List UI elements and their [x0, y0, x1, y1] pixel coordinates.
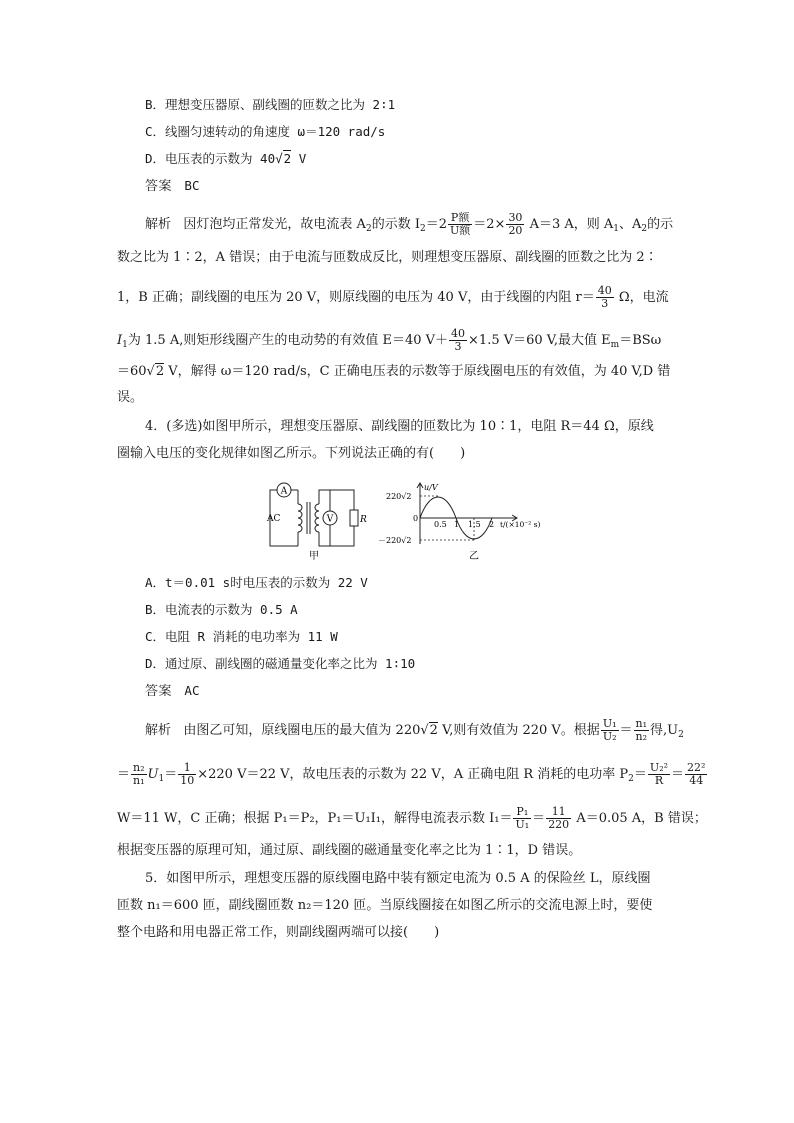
q3-analysis-line-4: [117, 328, 661, 354]
q3-option-c: C．线圈匀速转动的角速度 ω＝120 rad/s: [145, 124, 386, 139]
q3-answer: [145, 177, 199, 196]
text-run: ＝BSω: [619, 333, 662, 348]
fraction-numerator: 22²: [687, 761, 706, 774]
q4-option-a: A．t＝0.01 s时电压表的示数为 22 V: [145, 575, 368, 590]
fraction: [131, 762, 147, 787]
q3-option-d-text: D．电压表的示数为 40: [145, 151, 276, 166]
fraction: [634, 718, 650, 743]
q4-analysis-line-3: [117, 806, 707, 831]
fraction-numerator: 11: [546, 806, 571, 819]
figure-caption-yi: 乙: [469, 551, 479, 562]
fraction: [648, 762, 670, 787]
q3-option-d-sqrt: 2: [283, 151, 292, 166]
fraction-numerator: U₁: [602, 717, 617, 730]
fraction: [448, 212, 472, 237]
fraction-denominator: 10: [180, 774, 195, 787]
q4-stem-line-1: 4．(多选)如图甲所示，理想变压器原、副线圈的匝数比为 10∶1，电阻 R＝44 Ω，原线: [145, 419, 654, 434]
text-run: ＝: [532, 811, 546, 826]
fraction-numerator: P额: [448, 212, 472, 225]
analysis-label: 解析: [145, 217, 172, 232]
ac-source-label: AC: [267, 514, 281, 524]
figure-caption-jia: 甲: [309, 551, 319, 562]
subscript: 1: [122, 340, 128, 350]
q3-option-b: B．理想变压器原、副线圈的匝数之比为 2∶1: [145, 97, 396, 112]
fraction-denominator: 3: [454, 340, 462, 353]
text-run: 的示数 I: [371, 217, 420, 232]
subscript: 2: [365, 224, 372, 234]
y-axis-label: u/V: [424, 483, 438, 492]
fraction-denominator: U额: [449, 224, 471, 237]
answer-label: 答案: [145, 179, 173, 194]
fraction-denominator: 220: [548, 818, 570, 831]
q3-analysis-line-5: ＝60√2 V，解得 ω＝120 rad/s，C 正确电压表的示数等于原线圈电压的有效值，为 40 V,D 错: [117, 364, 671, 379]
figure-yi-voltage-graph: [376, 478, 566, 566]
fraction-denominator: 3: [601, 297, 609, 310]
text-run: 、A: [619, 217, 642, 232]
x-axis-label: t/(×10⁻² s): [500, 520, 541, 529]
x-tick-label: 0.5: [434, 520, 447, 529]
fraction: [449, 328, 467, 353]
q3-analysis-line-3: [117, 285, 669, 310]
fraction-denominator: n₁: [133, 774, 145, 787]
answer-label: 答案: [145, 684, 173, 699]
text-run: ＝: [619, 723, 633, 738]
q3-option-d: D．电压表的示数为 40√2 V: [145, 151, 307, 166]
text-run: 因灯泡均正常发光，故电流表 A: [183, 217, 366, 232]
q5-stem-line-3: 整个电路和用电器正常工作，则副线圈两端可以接( ): [117, 925, 440, 940]
text-run: 1，B 正确；副线圈的电压为 20 V，则原线圈的电压为 40 V，由于线圈的内阻 r＝: [117, 290, 595, 305]
text-run: V,则有效值为 220 V。根据: [437, 723, 600, 738]
figure-jia-circuit: [262, 478, 372, 562]
fraction: [546, 806, 571, 831]
x-tick-label: 2: [489, 520, 495, 529]
ammeter-label: A: [280, 486, 288, 497]
q3-analysis-line-6: 误。: [117, 390, 144, 405]
text-run: 由图乙可知，原线圈电压的最大值为 220: [183, 723, 421, 738]
fraction-denominator: R: [654, 774, 664, 787]
text-run: W＝11 W，C 正确；根据 P₁＝P₂，P₁＝U₁I₁，解得电流表示数 I₁＝: [117, 811, 513, 826]
text-run: ＝: [671, 767, 685, 782]
subscript: m: [610, 340, 620, 350]
q4-option-c: C．电阻 R 消耗的电功率为 11 W: [145, 629, 338, 644]
fraction-numerator: 40: [597, 284, 612, 297]
text-run: A＝0.05 A，B 错误；: [572, 811, 707, 826]
q5-stem-line-1: 5．如图甲所示，理想变压器的原线圈电路中装有额定电流为 0.5 A 的保险丝 L，原线圈: [145, 871, 651, 886]
resistor-label: R: [360, 515, 367, 525]
text-run: ＝: [633, 767, 647, 782]
text-run: U: [147, 767, 159, 782]
q4-option-b: B．电流表的示数为 0.5 A: [145, 602, 298, 617]
x-tick-label: 1: [454, 520, 460, 529]
q4-analysis-line-1: 解析 由图乙可知，原线圈电压的最大值为 220√2 V,则有效值为 220 V。根据 $\frac{\text{U₁}}{\text{U₂}}$ ＝ $\frac{\text{n₁}}{\text{n₂}}$ 得$,U_2$: [145, 717, 684, 743]
text-run: Ω，电流: [614, 290, 669, 305]
fraction: [596, 285, 614, 310]
fraction: [685, 762, 707, 787]
subscript: 2: [628, 774, 634, 784]
q4-analysis-line-2: [117, 762, 708, 788]
fraction-numerator: U₂²: [649, 761, 669, 774]
x-tick-label: 1.5: [468, 520, 481, 529]
fraction-numerator: n₂: [133, 761, 145, 774]
fraction-denominator: 20: [508, 224, 523, 237]
y-max-label: 220√2: [386, 492, 412, 501]
fraction: [178, 762, 196, 787]
answer-value: BC: [184, 178, 200, 193]
q4-analysis-line-4: 根据变压器的原理可知，通过原、副线圈的磁通量变化率之比为 1∶1，D 错误。: [117, 843, 582, 858]
text-run: ×220 V＝22 V，故电压表的示数为 22 V，A 正确电阻 R 消耗的电功率 P: [197, 767, 629, 782]
y-max-sqrt: 2: [406, 492, 412, 501]
y-min-value: －220: [378, 536, 402, 545]
fraction: [506, 212, 524, 237]
fraction-denominator: U₂: [602, 730, 617, 743]
fraction-numerator: 30: [508, 211, 523, 224]
text-run: ＝60: [117, 364, 147, 379]
answer-value: AC: [184, 683, 200, 698]
q3-option-d-unit: V: [291, 151, 307, 166]
text-run: ＝2: [425, 217, 447, 232]
fraction-denominator: n₂: [635, 730, 648, 743]
text-run: V，解得 ω＝120 rad/s，C 正确电压表的示数等于原线圈电压的有效值，为 40 V,D 错: [164, 364, 671, 379]
subscript: 1: [613, 224, 620, 234]
text-run: 为 1.5 A,则矩形线圈产生的电动势的有效值 E＝40 V＋: [127, 333, 449, 348]
fraction-denominator: 44: [689, 774, 704, 787]
text-run: 得,U: [650, 723, 679, 738]
text-run: 的示: [647, 217, 674, 232]
q4-option-d: D．通过原、副线圈的磁通量变化率之比为 1∶10: [145, 656, 416, 671]
sqrt-radicand: 2: [155, 364, 165, 379]
text-run: I: [117, 333, 123, 348]
q4-answer: [145, 682, 199, 701]
text-run: ＝: [164, 767, 178, 782]
y-min-sqrt: 2: [406, 536, 412, 545]
fraction-numerator: P₁: [513, 806, 531, 819]
subscript: 2: [641, 224, 648, 234]
subscript: 1: [158, 774, 165, 784]
q5-stem-line-2: 匝数 n₁＝600 匝，副线圈匝数 n₂＝120 匝。当原线圈接在如图乙所示的交流电源上时，要使: [117, 898, 653, 913]
text-run: ＝2×: [473, 217, 506, 232]
fraction-numerator: 40: [451, 327, 466, 340]
fraction-numerator: 1: [178, 762, 196, 775]
subscript: 2: [678, 730, 684, 740]
origin-label: 0: [413, 514, 419, 523]
fraction: [513, 806, 531, 831]
analysis-label: 解析: [145, 723, 172, 738]
fraction-denominator: U₁: [515, 818, 530, 831]
fraction: [601, 718, 619, 743]
voltmeter-label: V: [326, 514, 334, 525]
q3-analysis-line-1: [145, 212, 673, 238]
fraction-numerator: n₁: [635, 717, 648, 730]
q3-analysis-line-2: 数之比为 1∶2，A 错误；由于电流与匝数成反比，则理想变压器原、副线圈的匝数之比为 2∶: [117, 250, 658, 265]
sqrt-radicand: 2: [429, 723, 438, 738]
y-max-value: 220: [386, 492, 402, 501]
y-min-label: －220√2: [378, 536, 412, 545]
q4-stem-line-2: 圈输入电压的变化规律如图乙所示。下列说法正确的有( ): [117, 446, 466, 461]
text-run: A＝3 A，则 A: [525, 217, 614, 232]
text-run: ＝: [117, 767, 131, 782]
text-run: ×1.5 V＝60 V,最大值 E: [468, 333, 611, 348]
subscript: 2: [419, 224, 426, 234]
